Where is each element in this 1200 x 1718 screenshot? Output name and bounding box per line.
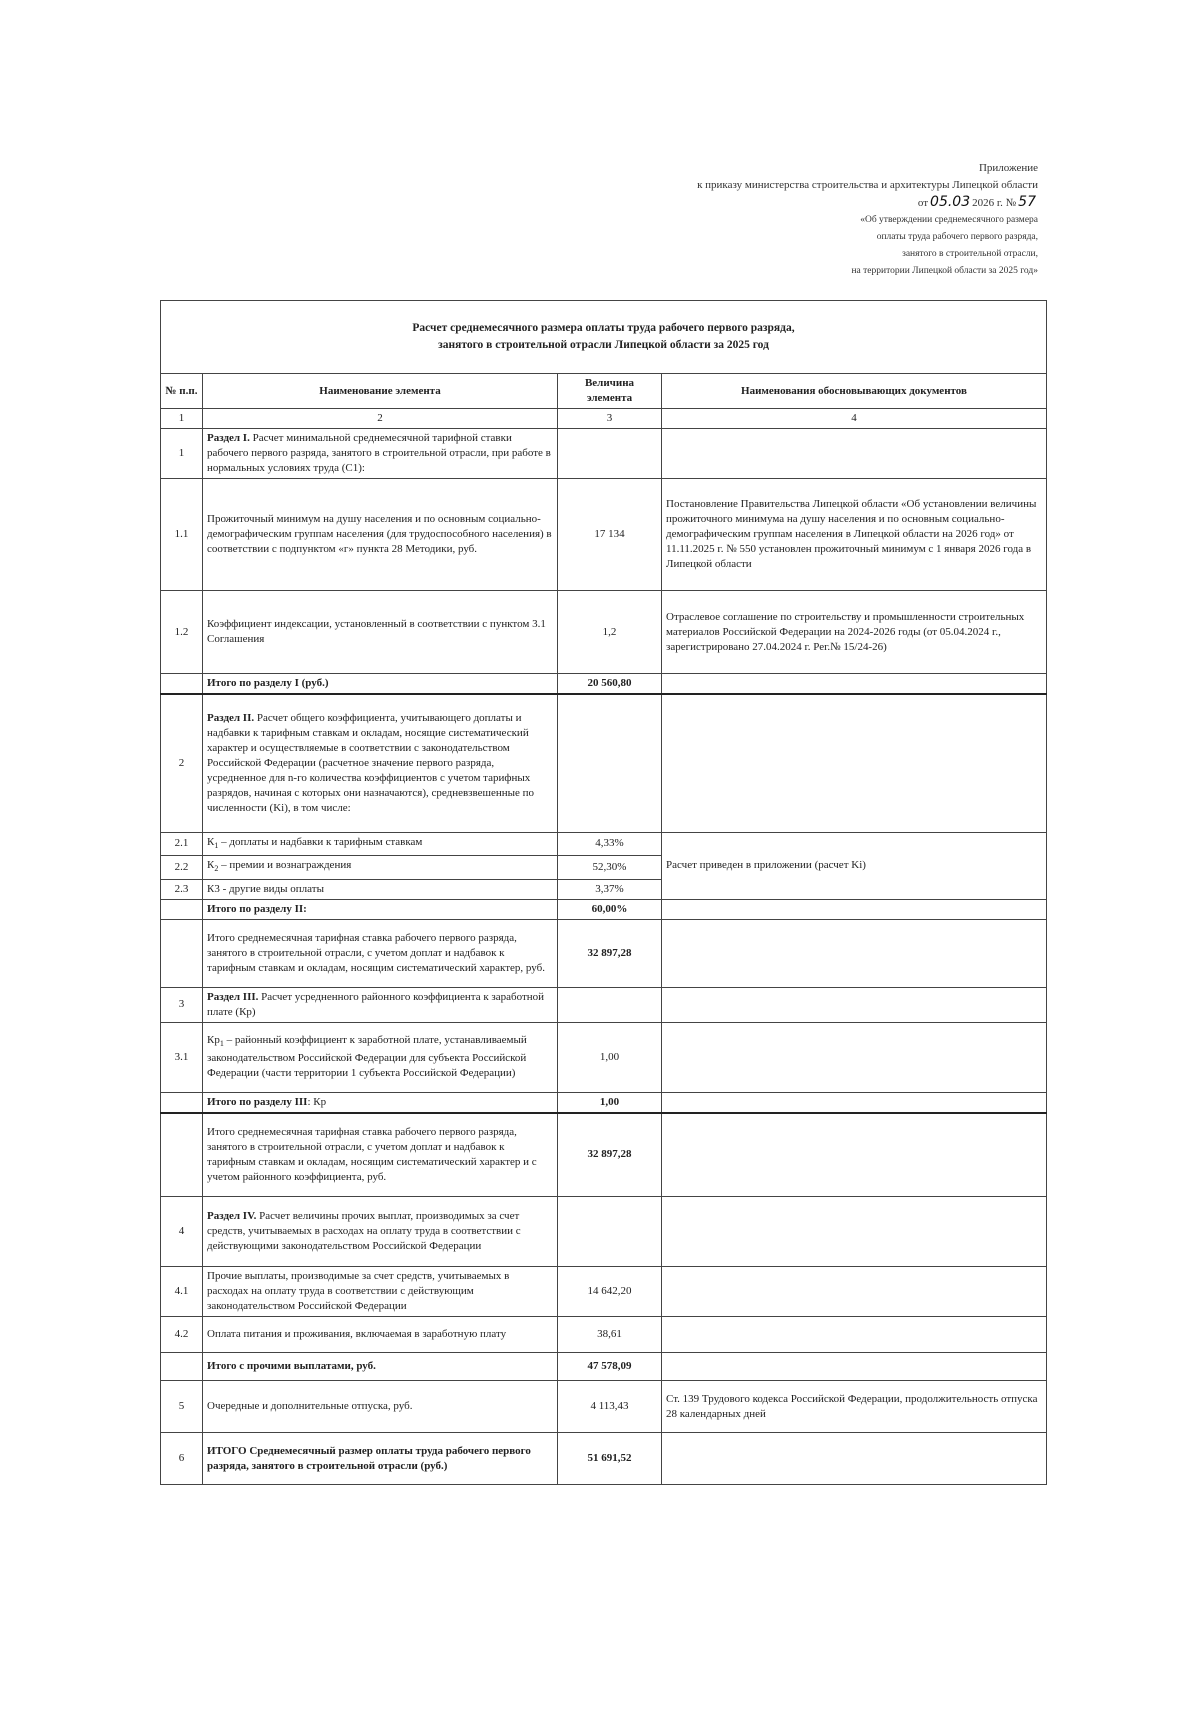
row-label: Коэффициент индексации, установленный в соответствии с пунктом 3.1 Соглашения	[203, 591, 558, 674]
section-label: Раздел I.	[207, 432, 250, 444]
row-doc	[662, 694, 1047, 832]
total-label-bold: Итого по разделу III	[207, 1095, 308, 1108]
row-value: 32 897,28	[558, 1113, 662, 1197]
total-value: 20 560,80	[558, 674, 662, 695]
header-subject-1: «Об утверждении среднемесячного размера	[860, 215, 1038, 225]
section-label: Раздел II.	[207, 711, 255, 724]
row-label-text: Расчет величины прочих выплат, производимых за счет средств, учитываемых в расходах на оплату труда в соответствии с действующими законодательством Российской Федерации	[207, 1210, 521, 1253]
row-number: 4.2	[161, 1317, 203, 1353]
row-number: 2.1	[161, 832, 203, 855]
row-label: Оплата питания и проживания, включаемая в заработную плату	[203, 1317, 558, 1353]
row-value: 1,2	[558, 591, 662, 674]
row-number: 1.2	[161, 591, 203, 674]
table-row	[161, 1197, 1047, 1267]
total-value: 47 578,09	[558, 1353, 662, 1381]
total-label: Итого по разделу II:	[203, 899, 558, 919]
row-number: 3	[161, 987, 203, 1022]
row-doc	[662, 674, 1047, 695]
header-subject-4: на территории Липецкой области за 2025 год»	[851, 266, 1038, 276]
row-label	[203, 1197, 558, 1267]
total-label	[203, 1092, 558, 1113]
row-value: 51 691,52	[558, 1433, 662, 1485]
row-value: 38,61	[558, 1317, 662, 1353]
column-number-row	[161, 409, 1047, 429]
row-value	[558, 694, 662, 832]
row-doc	[662, 429, 1047, 479]
row-label-text: Расчет усредненного районного коэффициента к заработной плате (Кр)	[207, 990, 545, 1018]
k-symbol: Кр	[207, 1034, 220, 1047]
row-label	[203, 1022, 558, 1092]
table-row	[161, 591, 1047, 674]
k-symbol: К	[207, 859, 215, 872]
table-row	[161, 479, 1047, 591]
header-subject-3: занятого в строительной отрасли,	[902, 249, 1038, 259]
table-row	[161, 1267, 1047, 1317]
section-label: Раздел III.	[207, 990, 259, 1003]
total-row	[161, 1092, 1047, 1113]
row-doc: Расчет приведен в приложении (расчет Ki)	[662, 832, 1047, 899]
row-doc: Постановление Правительства Липецкой области «Об установлении величины прожиточного минимума на душу населения и по основным социально-демографическим группам населения в Липецкой области на 2026 год» от 11.11.2025 г. № 550 установлен прожиточный минимум с 1 января 2026 года в Липецкой области	[662, 479, 1047, 591]
table-row	[161, 987, 1047, 1022]
row-label-text: – доплаты и надбавки к тарифным ставкам	[218, 835, 423, 848]
k-subscript: 2	[214, 864, 219, 874]
row-label	[203, 429, 558, 479]
col-number: 4	[662, 409, 1047, 429]
row-doc	[662, 1092, 1047, 1113]
row-value	[558, 1197, 662, 1267]
row-number: 2.3	[161, 879, 203, 899]
row-label: Прочие выплаты, производимые за счет средств, учитываемых в расходах на оплату труда в соответствии с действующим законодательством Российской Федерации	[203, 1267, 558, 1317]
row-label: Очередные и дополнительные отпуска, руб.	[203, 1381, 558, 1433]
row-number: 2.2	[161, 855, 203, 879]
header-order: к приказу министерства строительства и архитектуры Липецкой области	[697, 179, 1038, 191]
col-header-num: № п.п.	[161, 374, 203, 409]
row-number	[161, 899, 203, 919]
table-row	[161, 1381, 1047, 1433]
row-label	[203, 855, 558, 879]
row-label: Итого среднемесячная тарифная ставка рабочего первого разряда, занятого в строительной отрасли, с учетом доплат и надбавок к тарифным ставкам и окладам, носящим систематический характер и с учетом районного коэффициента, руб.	[203, 1113, 558, 1197]
col-number: 2	[203, 409, 558, 429]
date-year: 2026 г. №	[972, 197, 1017, 209]
row-label-text: – премии и вознаграждения	[218, 859, 352, 872]
total-label: Итого с прочими выплатами, руб.	[203, 1353, 558, 1381]
row-number: 6	[161, 1433, 203, 1485]
row-value: 52,30%	[558, 855, 662, 879]
table-title-line-2: занятого в строительной отрасли Липецкой области за 2025 год	[438, 339, 769, 351]
row-number: 1	[161, 429, 203, 479]
row-number: 1.1	[161, 479, 203, 591]
table-title	[161, 301, 1047, 374]
row-label	[203, 987, 558, 1022]
row-value	[558, 987, 662, 1022]
col-number: 1	[161, 409, 203, 429]
row-doc	[662, 919, 1047, 987]
row-value: 17 134	[558, 479, 662, 591]
table-row	[161, 1022, 1047, 1092]
row-doc: Отраслевое соглашение по строительству и промышленности строительных материалов Российской Федерации на 2024-2026 годы (от 05.04.2024 г., зарегистрировано 27.04.2024 г. Рег.№ 15/24-26)	[662, 591, 1047, 674]
total-row	[161, 899, 1047, 919]
header-appendix: Приложение	[978, 162, 1038, 174]
date-prefix: от	[917, 197, 929, 209]
col-header-name: Наименование элемента	[203, 374, 558, 409]
row-number	[161, 1092, 203, 1113]
section-label: Раздел IV.	[207, 1210, 257, 1223]
col-number: 3	[558, 409, 662, 429]
row-number: 5	[161, 1381, 203, 1433]
row-doc	[662, 1317, 1047, 1353]
handwritten-number: 57	[1018, 194, 1036, 210]
k-subscript: 1	[214, 840, 219, 850]
row-label: К3 - другие виды оплаты	[203, 879, 558, 899]
row-number: 4.1	[161, 1267, 203, 1317]
table-row	[161, 694, 1047, 832]
row-doc: Ст. 139 Трудового кодекса Российской Федерации, продолжительность отпуска 28 календарных дней	[662, 1381, 1047, 1433]
row-number: 2	[161, 694, 203, 832]
document-header	[697, 160, 1038, 280]
row-value	[558, 429, 662, 479]
row-doc	[662, 987, 1047, 1022]
subtotal-row	[161, 1113, 1047, 1197]
row-doc	[662, 1113, 1047, 1197]
row-value: 32 897,28	[558, 919, 662, 987]
total-value: 60,00%	[558, 899, 662, 919]
row-number	[161, 1353, 203, 1381]
row-number	[161, 674, 203, 695]
subtotal-row	[161, 919, 1047, 987]
row-value: 1,00	[558, 1022, 662, 1092]
header-date-line	[697, 194, 1038, 212]
row-label	[203, 694, 558, 832]
col-header-value: Величина элемента	[558, 374, 662, 409]
total-row	[161, 674, 1047, 695]
row-doc	[662, 1197, 1047, 1267]
row-label-text: – районный коэффициент к заработной плате, устанавливаемый законодательством Российской Федерации для субъекта Российской Федерации (части территории 1 субъекта Российской Федерации)	[207, 1034, 527, 1080]
table-title-row	[161, 301, 1047, 374]
k-subscript: 1	[219, 1039, 224, 1049]
row-value: 3,37%	[558, 879, 662, 899]
total-row	[161, 1353, 1047, 1381]
row-label-text: Расчет общего коэффициента, учитывающего доплаты и надбавки к тарифным ставкам и окладам, носящие систематический характер и осуществляемые в соответствии с законодательством Российской Федерации (расчетное значение первого разряда, усредненное для n-го количества коэффициентов с учетом тарифных разрядов, начиная с которых они назначаются), средневзвешенные по численности (Ki), в том числе:	[207, 711, 535, 814]
row-doc	[662, 899, 1047, 919]
row-value: 14 642,20	[558, 1267, 662, 1317]
calculation-table	[160, 300, 1047, 1485]
row-doc	[662, 1022, 1047, 1092]
row-label: Итого среднемесячная тарифная ставка рабочего первого разряда, занятого в строительной отрасли, с учетом доплат и надбавок к тарифным ставкам и окладам, носящим систематический характер, руб.	[203, 919, 558, 987]
table-row	[161, 1317, 1047, 1353]
total-label-text: : Кр	[307, 1095, 327, 1108]
row-number	[161, 1113, 203, 1197]
column-header-row	[161, 374, 1047, 409]
row-doc	[662, 1267, 1047, 1317]
table-row	[161, 832, 1047, 855]
row-doc	[662, 1433, 1047, 1485]
row-label	[203, 832, 558, 855]
grand-total-row	[161, 1433, 1047, 1485]
row-label: Прожиточный минимум на душу населения и по основным социально-демографическим группам населения (для трудоспособного населения) в соответствии с подпунктом «г» пункта 28 Методики, руб.	[203, 479, 558, 591]
row-number: 3.1	[161, 1022, 203, 1092]
row-doc	[662, 1353, 1047, 1381]
header-subject-2: оплаты труда рабочего первого разряда,	[876, 232, 1038, 242]
table-title-line-1: Расчет среднемесячного размера оплаты труда рабочего первого разряда,	[412, 322, 795, 334]
k-symbol: К	[207, 835, 215, 848]
total-value: 1,00	[558, 1092, 662, 1113]
row-label-text: Расчет минимальной среднемесячной тарифной ставки рабочего первого разряда, занятого в строительной отрасли, при работе в нормальных условиях труда (С1):	[207, 432, 551, 474]
total-label: Итого по разделу I (руб.)	[203, 674, 558, 695]
handwritten-date: 05.03	[930, 194, 971, 210]
row-number	[161, 919, 203, 987]
col-header-docs: Наименования обосновывающих документов	[662, 374, 1047, 409]
row-label: ИТОГО Среднемесячный размер оплаты труда рабочего первого разряда, занятого в строительной отрасли (руб.)	[203, 1433, 558, 1485]
row-value: 4,33%	[558, 832, 662, 855]
table-row	[161, 429, 1047, 479]
row-number: 4	[161, 1197, 203, 1267]
row-value: 4 113,43	[558, 1381, 662, 1433]
